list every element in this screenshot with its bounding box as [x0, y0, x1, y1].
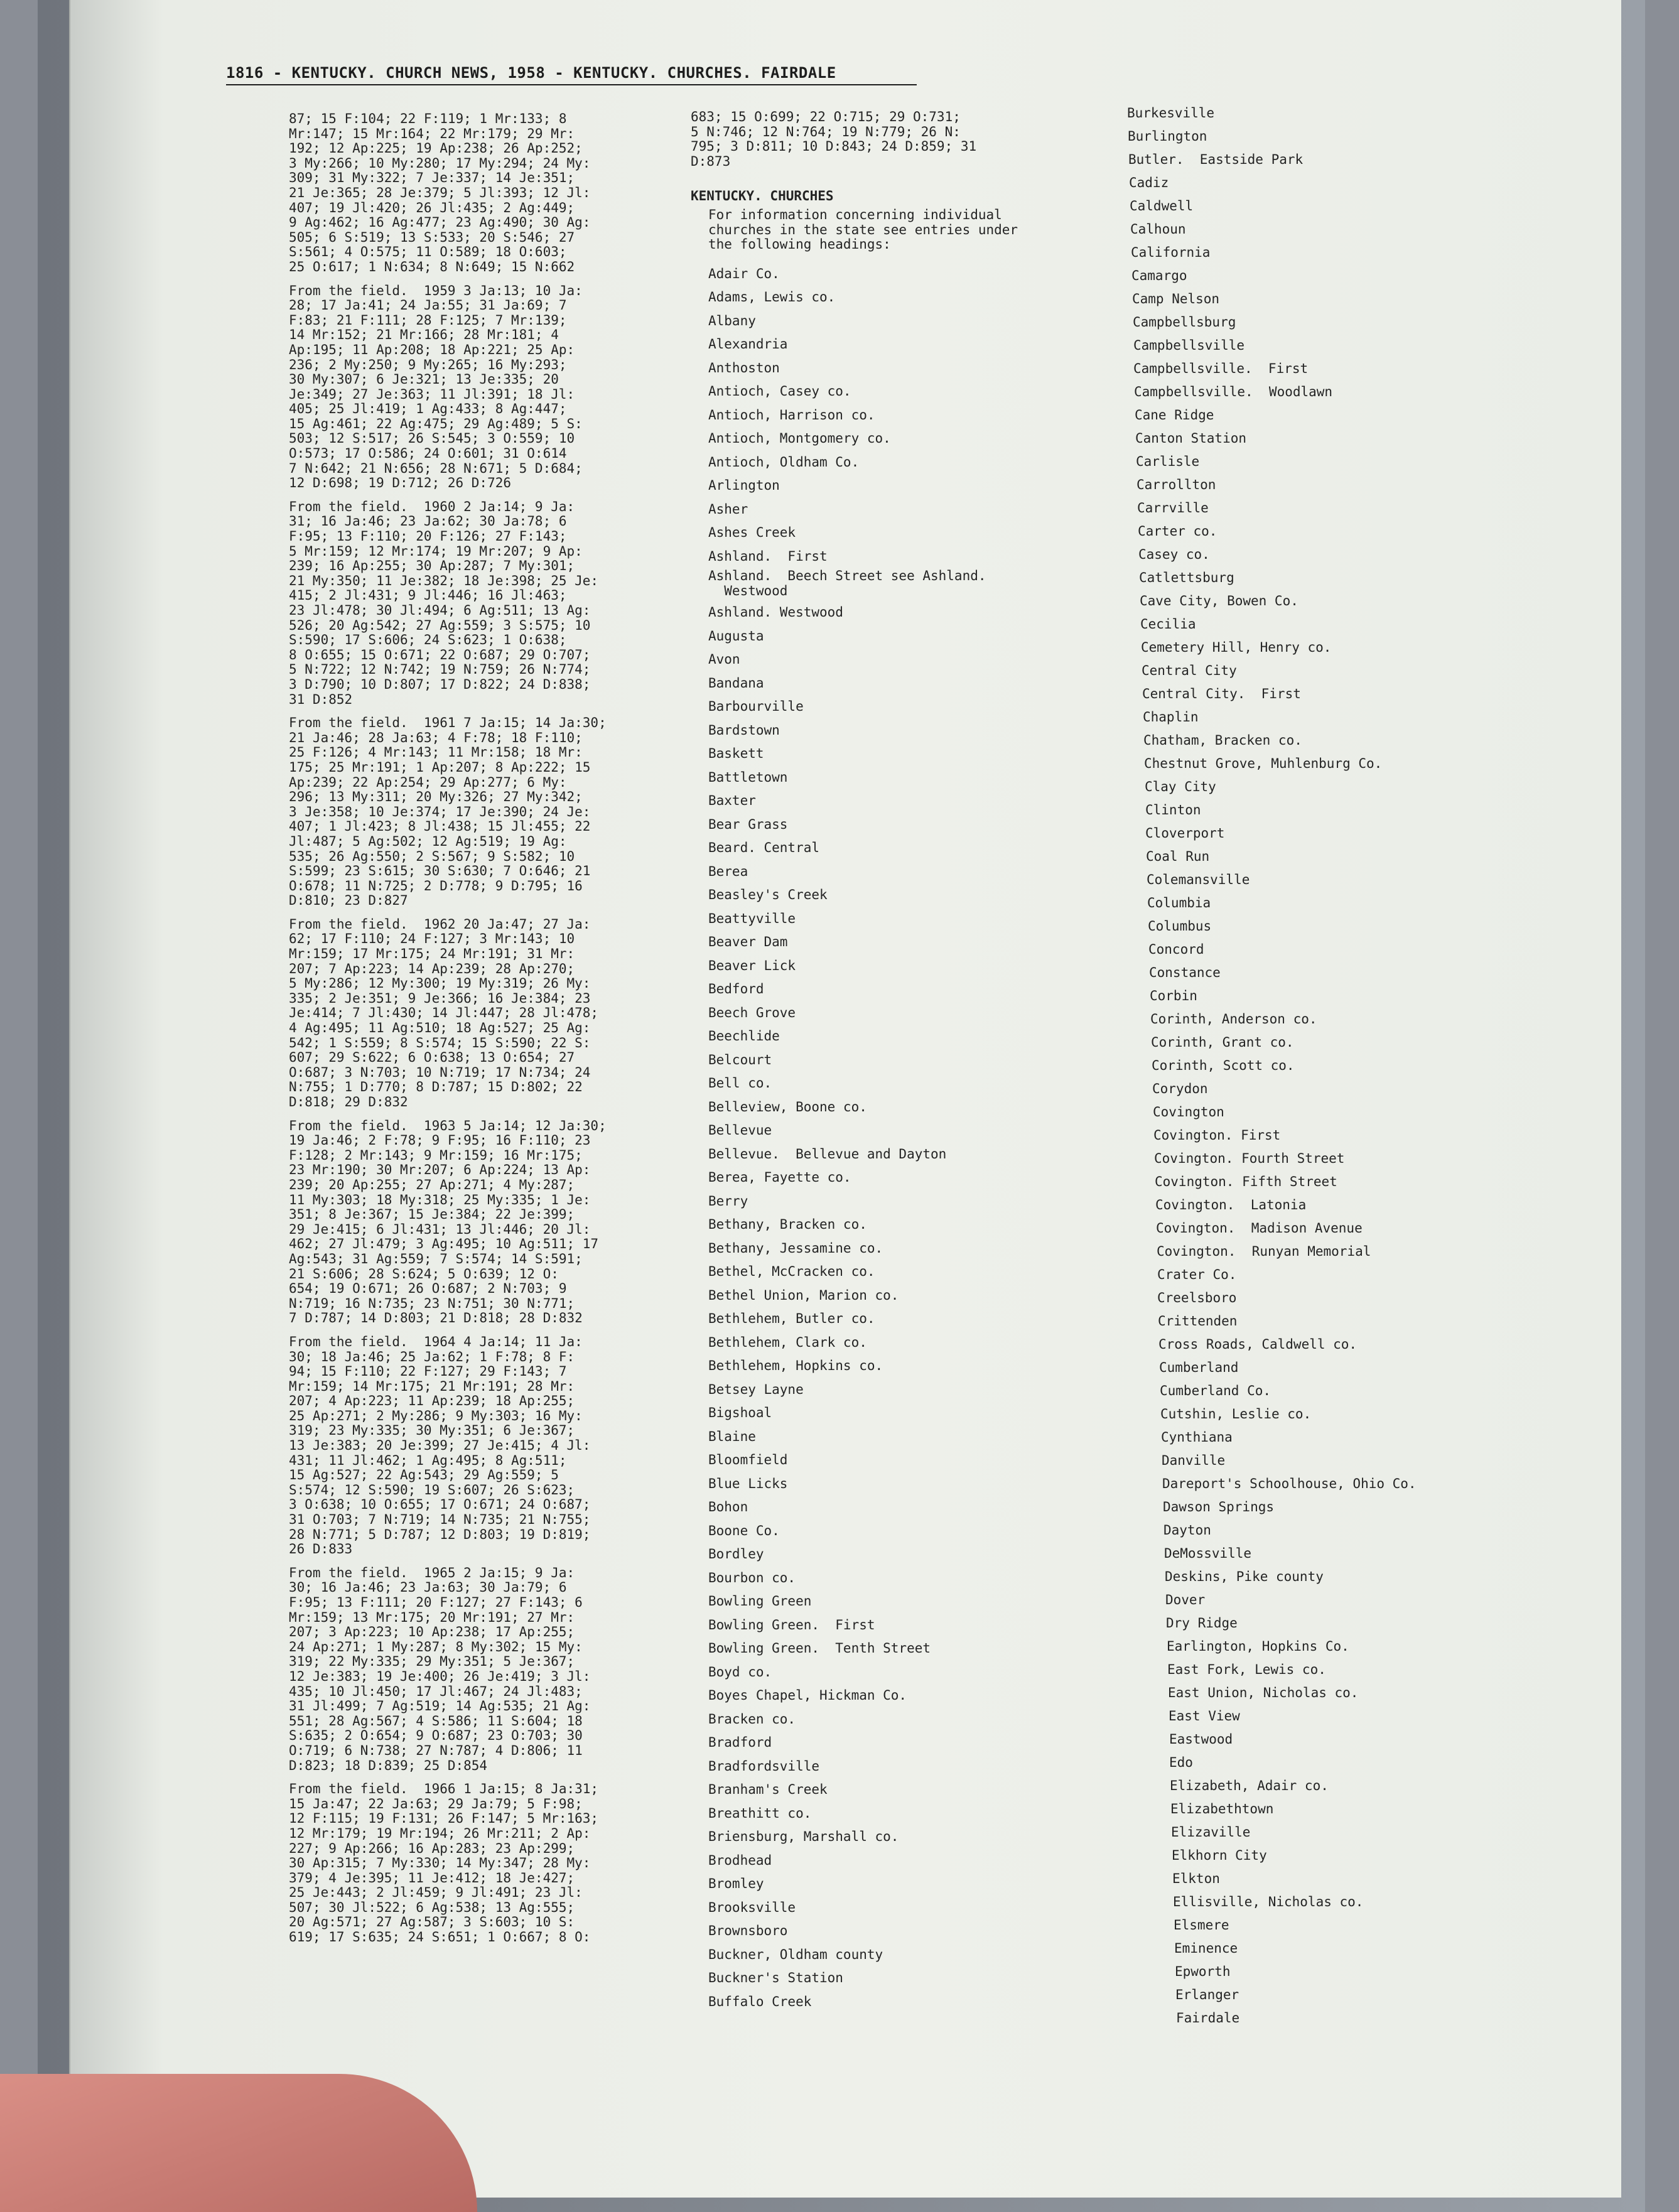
heading-entry: Central City. First: [1142, 686, 1301, 701]
heading-entry: Dareport's Schoolhouse, Ohio Co.: [1162, 1476, 1417, 1491]
heading-entry: Elizabeth, Adair co.: [1170, 1778, 1329, 1793]
heading-entry: Blue Licks: [708, 1476, 788, 1491]
heading-entry: Bellevue. Bellevue and Dayton: [708, 1146, 947, 1162]
heading-entry: Elizabethtown: [1170, 1801, 1274, 1816]
heading-entry: Beaver Dam: [708, 934, 788, 950]
heading-entry: Asher: [708, 501, 748, 517]
column-citations: [289, 112, 678, 1954]
heading-entry: Cumberland Co.: [1160, 1383, 1271, 1398]
heading-entry: Boone Co.: [708, 1523, 780, 1538]
heading-entry: Colemansville: [1147, 872, 1250, 887]
heading-entry: Campbellsburg: [1133, 315, 1236, 330]
heading-entry: Coal Run: [1146, 849, 1210, 864]
heading-entry: Bohon: [708, 1499, 748, 1515]
heading-entry: Columbus: [1148, 919, 1212, 934]
heading-entry: Bordley: [708, 1546, 764, 1562]
heading-entry: Cecilia: [1140, 617, 1196, 632]
heading-entry: Bradfordsville: [708, 1758, 820, 1774]
heading-entry: Eminence: [1174, 1941, 1238, 1956]
heading-entry: Carrollton: [1136, 477, 1216, 492]
heading-entry: Bowling Green. Tenth Street: [708, 1641, 931, 1656]
heading-entry: Calhoun: [1130, 222, 1186, 237]
heading-entry: Dayton: [1163, 1523, 1211, 1538]
heading-entry: Beasley's Creek: [708, 887, 828, 903]
heading-entry: Battletown: [708, 769, 788, 785]
heading-entry: Cross Roads, Caldwell co.: [1158, 1337, 1358, 1352]
heading-entry: Briensburg, Marshall co.: [708, 1829, 899, 1845]
heading-entry: Corinth, Grant co.: [1151, 1035, 1294, 1050]
cross-reference-note: For information concerning individual churches in the state see entries under the following headings:: [708, 207, 1018, 252]
heading-entry: Carrville: [1137, 500, 1209, 515]
heading-entry: Earlington, Hopkins Co.: [1167, 1639, 1349, 1654]
heading-entry: Ashland. First: [708, 548, 828, 564]
heading-entry: Bardstown: [708, 722, 780, 738]
heading-entry: Adair Co.: [708, 266, 780, 281]
heading-entry: Camargo: [1131, 268, 1187, 283]
heading-entry: Beard. Central: [708, 840, 820, 856]
heading-entry: Crittenden: [1158, 1314, 1238, 1329]
heading-entry: Bethlehem, Clark co.: [708, 1334, 867, 1350]
heading-entry: Corydon: [1152, 1081, 1208, 1096]
heading-entry: Campbellsville. First: [1133, 361, 1309, 376]
heading-entry: Campbellsville. Woodlawn: [1134, 384, 1333, 399]
heading-entry: Danville: [1162, 1453, 1226, 1468]
heading-entry: Breathitt co.: [708, 1805, 812, 1821]
heading-entry: Bigshoal: [708, 1405, 772, 1421]
heading-entry: Anthoston: [708, 360, 780, 375]
heading-entry: Bowling Green. First: [708, 1617, 875, 1632]
subject-heading: KENTUCKY. CHURCHES: [691, 188, 834, 204]
heading-entry: Bowling Green: [708, 1594, 812, 1609]
heading-entry: Buckner's Station: [708, 1970, 843, 1986]
citation-block: From the field. 1964 4 Ja:14; 11 Ja: 30; 18 Ja:46; 25 Ja:62; 1 F:78; 8 F: 94; 15 F:110; 22 F:127; 29 F:143; 7 Mr:159; 14 Mr:175; 21 Mr:191; 28 Mr: 207; 4 Ap:223; 11 Ap:239; 18 Ap:255; 25 Ap:271; 2 My:286; 9 My:303; 16 My: 319; 23 My:335; 30 My:351; 6 Je:367; 13 Je:383; 20 Je:399; 27 Je:415; 4 Jl: 431; 11 Jl:462; 1 Ag:495; 8 Ag:511; 15 Ag:527; 22 Ag:543; 29 Ag:559; 5 S:574; 12 S:590; 19 S:607; 26 S:623; 3 O:638; 10 O:655; 17 O:671; 24 O:687; 31 O:703; 7 N:719; 14 N:735; 21 N:755; 28 N:771; 5 D:787; 12 D:803; 19 D:819; 26 D:833: [289, 1334, 591, 1557]
heading-entry: Berry: [708, 1193, 748, 1209]
heading-entry: Covington. Fifth Street: [1155, 1174, 1337, 1189]
heading-entry: Buffalo Creek: [708, 1993, 812, 2009]
heading-entry: Beaver Lick: [708, 958, 796, 973]
heading-entry: Bell co.: [708, 1076, 772, 1091]
heading-entry: Cadiz: [1129, 175, 1169, 190]
heading-entry: Carlisle: [1136, 454, 1200, 469]
heading-entry: Fairdale: [1176, 2010, 1240, 2026]
heading-entry: Albany: [708, 313, 756, 328]
heading-list: [691, 262, 1080, 2014]
heading-entry: Antioch, Harrison co.: [708, 407, 875, 423]
heading-entry: Campbellsville: [1133, 338, 1245, 353]
heading-entry: Elkhorn City: [1172, 1848, 1267, 1863]
heading-entry: Elizaville: [1171, 1825, 1251, 1840]
heading-entry: Erlanger: [1175, 1987, 1239, 2002]
heading-entry: Beattyville: [708, 910, 796, 926]
citation-block: From the field. 1965 2 Ja:15; 9 Ja: 30; 16 Ja:46; 23 Ja:63; 30 Ja:79; 6 F:95; 13 F:111; 20 F:127; 27 F:143; 6 Mr:159; 13 Mr:175; 20 Mr:191; 27 Mr: 207; 3 Ap:223; 10 Ap:238; 17 Ap:255; 24 Ap:271; 1 My:287; 8 My:302; 15 My: 319; 22 My:335; 29 My:351; 5 Je:367; 12 Je:383; 19 Je:400; 26 Je:419; 3 Jl: 435; 10 Jl:450; 17 Jl:467; 24 Jl:483; 31 Jl:499; 7 Ag:519; 14 Ag:535; 21 Ag: 551; 28 Ag:567; 4 S:586; 11 S:604; 18 S:635; 2 O:654; 9 O:687; 23 O:703; 30 O:719; 6 N:738; 27 N:787; 4 D:806; 11 D:823; 18 D:839; 25 D:854: [289, 1565, 591, 1773]
heading-entry: Bloomfield: [708, 1452, 788, 1468]
heading-entry: Bromley: [708, 1876, 764, 1892]
heading-entry: Corinth, Scott co.: [1152, 1058, 1295, 1073]
heading-entry: Bethlehem, Hopkins co.: [708, 1358, 883, 1374]
heading-entry: Bethel Union, Marion co.: [708, 1287, 899, 1303]
heading-entry: Corbin: [1150, 988, 1197, 1003]
heading-entry: Creelsboro: [1157, 1290, 1237, 1305]
heading-entry: Covington. Latonia: [1155, 1197, 1307, 1212]
heading-entry: Elsmere: [1174, 1918, 1229, 1933]
heading-entry: Cynthiana: [1161, 1430, 1233, 1445]
heading-entry: Ashland. Westwood: [708, 605, 843, 620]
heading-entry: Ellisville, Nicholas co.: [1173, 1894, 1364, 1909]
heading-entry: Ashes Creek: [708, 525, 796, 541]
citation-block: From the field. 1961 7 Ja:15; 14 Ja:30; 21 Ja:46; 28 Ja:63; 4 F:78; 18 F:110; 25 F:126; 4 Mr:143; 11 Mr:158; 18 Mr: 175; 25 Mr:191; 1 Ap:207; 8 Ap:222; 15 Ap:239; 22 Ap:254; 29 Ap:277; 6 My: 296; 13 My:311; 20 My:326; 27 My:342; 3 Je:358; 10 Je:374; 17 Je:390; 24 Je: 407; 1 Jl:423; 8 Jl:438; 15 Jl:455; 22 Jl:487; 5 Ag:502; 12 Ag:519; 19 Ag: 535; 26 Ag:550; 2 S:567; 9 S:582; 10 S:599; 23 S:615; 30 S:630; 7 O:646; 21 O:678; 11 N:725; 2 D:778; 9 D:795; 16 D:810; 23 D:827: [289, 715, 607, 909]
heading-entry: Baskett: [708, 746, 764, 762]
heading-entry: Bethany, Jessamine co.: [708, 1240, 883, 1256]
heading-entry: Covington. First: [1153, 1128, 1281, 1143]
heading-entry: Eastwood: [1169, 1732, 1233, 1747]
heading-entry: Bourbon co.: [708, 1570, 796, 1585]
heading-entry: Antioch, Casey co.: [708, 384, 851, 399]
column-churches-a-b: [691, 110, 1080, 2014]
heading-entry: Adams, Lewis co.: [708, 289, 836, 305]
heading-entry: Brownsboro: [708, 1923, 788, 1939]
thumb: [0, 2074, 477, 2212]
column-churches-b-f: [1127, 102, 1529, 2030]
heading-entry: Clay City: [1145, 779, 1216, 794]
heading-entry: Boyd co.: [708, 1664, 772, 1680]
heading-entry: Covington: [1153, 1104, 1224, 1119]
heading-entry: Ashland. Beech Street see Ashland. Westwood: [708, 568, 986, 599]
heading-entry: Boyes Chapel, Hickman Co.: [708, 1688, 907, 1703]
heading-entry: Berea, Fayette co.: [708, 1170, 851, 1185]
heading-entry: East Fork, Lewis co.: [1167, 1662, 1326, 1677]
heading-entry: Camp Nelson: [1132, 291, 1220, 306]
heading-entry: Brodhead: [708, 1852, 772, 1868]
heading-entry: Baxter: [708, 793, 756, 809]
heading-entry: Covington. Runyan Memorial: [1157, 1244, 1371, 1259]
heading-entry: Arlington: [708, 478, 780, 494]
heading-entry: Bedford: [708, 981, 764, 997]
heading-entry: Brooksville: [708, 1899, 796, 1915]
heading-entry: Antioch, Oldham Co.: [708, 454, 860, 470]
heading-entry: Alexandria: [708, 337, 788, 352]
heading-list: [1127, 102, 1529, 2030]
heading-entry: Bethany, Bracken co.: [708, 1217, 867, 1233]
heading-entry: Catlettsburg: [1139, 570, 1234, 585]
heading-entry: Bellevue: [708, 1123, 772, 1138]
heading-entry: Dawson Springs: [1163, 1499, 1275, 1514]
heading-entry: California: [1131, 245, 1211, 260]
heading-entry: Chestnut Grove, Muhlenburg Co.: [1144, 756, 1383, 771]
heading-entry: Constance: [1149, 965, 1221, 980]
heading-entry: Berea: [708, 863, 748, 879]
heading-entry: Covington. Madison Avenue: [1156, 1221, 1363, 1236]
heading-entry: Clinton: [1145, 802, 1201, 817]
heading-entry: Buckner, Oldham county: [708, 1946, 883, 1962]
citation-block: From the field. 1959 3 Ja:13; 10 Ja: 28; 17 Ja:41; 24 Ja:55; 31 Ja:69; 7 F:83; 21 F:111; 28 F:125; 7 Mr:139; 14 Mr:152; 21 Mr:166; 28 Mr:181; 4 Ap:195; 11 Ap:208; 18 Ap:221; 25 Ap: 236; 2 My:250; 9 My:265; 16 My:293; 30 My:307; 6 Je:321; 13 Je:335; 20 Je:349; 27 Je:363; 11 Jl:391; 18 Jl: 405; 25 Jl:419; 1 Ag:433; 8 Ag:447; 15 Ag:461; 22 Ag:475; 29 Ag:489; 5 S: 503; 12 S:517; 26 S:545; 3 O:559; 10 O:573; 17 O:586; 24 O:601; 31 O:614 7 N:642; 21 N:656; 28 N:671; 5 D:684; 12 D:698; 19 D:712; 26 D:726: [289, 283, 583, 491]
heading-entry: Burkesville: [1127, 105, 1215, 121]
heading-entry: Belleview, Boone co.: [708, 1099, 867, 1114]
heading-entry: Corinth, Anderson co.: [1150, 1012, 1317, 1027]
heading-entry: Cane Ridge: [1135, 407, 1214, 423]
heading-entry: Antioch, Montgomery co.: [708, 431, 891, 446]
heading-entry: Butler. Eastside Park: [1128, 152, 1304, 167]
citation-block: From the field. 1963 5 Ja:14; 12 Ja:30; 19 Ja:46; 2 F:78; 9 F:95; 16 F:110; 23 F:128; 2 Mr:143; 9 Mr:159; 16 Mr:175; 23 Mr:190; 30 Mr:207; 6 Ap:224; 13 Ap: 239; 20 Ap:255; 27 Ap:271; 4 My:287; 11 My:303; 18 My:318; 25 My:335; 1 Je: 351; 8 Je:367; 15 Je:384; 22 Je:399; 29 Je:415; 6 Jl:431; 13 Jl:446; 20 Jl: 462; 27 Jl:479; 3 Ag:495; 10 Ag:511; 17 Ag:543; 31 Ag:559; 7 S:574; 14 S:591; 21 S:606; 28 S:624; 5 O:639; 12 O: 654; 19 O:671; 26 O:687; 2 N:703; 9 N:719; 16 N:735; 23 N:751; 30 N:771; 7 D:787; 14 D:803; 21 D:818; 28 D:832: [289, 1118, 607, 1326]
heading-entry: Betsey Layne: [708, 1381, 804, 1397]
heading-entry: Belcourt: [708, 1052, 772, 1067]
heading-entry: Blaine: [708, 1428, 756, 1444]
heading-entry: Epworth: [1175, 1964, 1231, 1979]
heading-entry: Cumberland: [1159, 1360, 1239, 1375]
citation-block: 87; 15 F:104; 22 F:119; 1 Mr:133; 8 Mr:147; 15 Mr:164; 22 Mr:179; 29 Mr: 192; 12 Ap:225; 19 Ap:238; 26 Ap:252; 3 My:266; 10 My:280; 17 My:294; 24 My: 309; 31 My:322; 7 Je:337; 14 Je:351; 21 Je:365; 28 Je:379; 5 Jl:393; 12 Jl: 407; 19 Jl:420; 26 Jl:435; 2 Ag:449; 9 Ag:462; 16 Ag:477; 23 Ag:490; 30 Ag: 505; 6 S:519; 13 S:533; 20 S:546; 27 S:561; 4 O:575; 11 O:589; 18 O:603; 25 O:617; 1 N:634; 8 N:649; 15 N:662: [289, 111, 591, 274]
heading-entry: Carter co.: [1138, 524, 1217, 539]
heading-entry: Beech Grove: [708, 1005, 796, 1020]
citation-block: From the field. 1962 20 Ja:47; 27 Ja: 62; 17 F:110; 24 F:127; 3 Mr:143; 10 Mr:159; 17 Mr:175; 24 Mr:191; 31 Mr: 207; 7 Ap:223; 14 Ap:239; 28 Ap:270; 5 My:286; 12 My:300; 19 My:319; 26 My: 335; 2 Je:351; 9 Je:366; 16 Je:384; 23 Je:414; 7 Jl:430; 14 Jl:447; 28 Jl:478; 4 Ag:495; 11 Ag:510; 18 Ag:527; 25 Ag: 542; 1 S:559; 8 S:574; 15 S:590; 22 S: 607; 29 S:622; 6 O:638; 13 O:654; 27 O:687; 3 N:703; 10 N:719; 17 N:734; 24 N:755; 1 D:770; 8 D:787; 15 D:802; 22 D:818; 29 D:832: [289, 916, 599, 1109]
heading-entry: Chatham, Bracken co.: [1143, 733, 1302, 748]
heading-entry: Augusta: [708, 628, 764, 644]
heading-entry: Covington. Fourth Street: [1154, 1151, 1345, 1166]
heading-entry: DeMossville: [1164, 1546, 1252, 1561]
heading-entry: Dover: [1165, 1592, 1206, 1607]
heading-entry: Branham's Creek: [708, 1782, 828, 1798]
heading-entry: Deskins, Pike county: [1165, 1569, 1324, 1584]
heading-entry: Columbia: [1147, 895, 1211, 910]
heading-entry: Cutshin, Leslie co.: [1160, 1406, 1312, 1422]
heading-entry: Cave City, Bowen Co.: [1140, 593, 1298, 608]
heading-entry: Crater Co.: [1157, 1267, 1237, 1282]
heading-entry: Canton Station: [1135, 431, 1247, 446]
heading-entry: Bethel, McCracken co.: [708, 1264, 875, 1280]
heading-entry: Bear Grass: [708, 816, 788, 832]
heading-entry: Central City: [1142, 663, 1237, 678]
heading-entry: Cemetery Hill, Henry co.: [1141, 640, 1332, 655]
heading-entry: Bradford: [708, 1735, 772, 1751]
heading-entry: East View: [1169, 1708, 1240, 1724]
heading-entry: Elkton: [1172, 1871, 1220, 1886]
heading-entry: Bandana: [708, 675, 764, 691]
heading-entry: Dry Ridge: [1166, 1616, 1238, 1631]
heading-entry: Beechlide: [708, 1028, 780, 1044]
citation-block: From the field. 1960 2 Ja:14; 9 Ja: 31; 16 Ja:46; 23 Ja:62; 30 Ja:78; 6 F:95; 13 F:110; 20 F:126; 27 F:143; 5 Mr:159; 12 Mr:174; 19 Mr:207; 9 Ap: 239; 16 Ap:255; 30 Ap:287; 7 My:301; 21 My:350; 11 Je:382; 18 Je:398; 25 Je: 415; 2 Jl:431; 9 Jl:446; 16 Jl:463; 23 Jl:478; 30 Jl:494; 6 Ag:511; 13 Ag: 526; 20 Ag:542; 27 Ag:559; 3 S:575; 10 S:590; 17 S:606; 24 S:623; 1 O:638; 8 O:655; 15 O:671; 22 O:687; 29 O:707; 5 N:722; 12 N:742; 19 N:759; 26 N:774; 3 D:790; 10 D:807; 17 D:822; 24 D:838; 31 D:852: [289, 499, 599, 707]
heading-entry: Casey co.: [1138, 547, 1210, 562]
citation-block: From the field. 1966 1 Ja:15; 8 Ja:31; 15 Ja:47; 22 Ja:63; 29 Ja:79; 5 F:98; 12 F:115; 19 F:131; 26 F:147; 5 Mr:163; 12 Mr:179; 19 Mr:194; 26 Mr:211; 2 Ap: 227; 9 Ap:266; 16 Ap:283; 23 Ap:299; 30 Ap:315; 7 My:330; 14 My:347; 28 My: 379; 4 Je:395; 11 Je:412; 18 Je:427; 25 Je:443; 2 Jl:459; 9 Jl:491; 23 Jl: 507; 30 Jl:522; 6 Ag:538; 13 Ag:555; 20 Ag:571; 27 Ag:587; 3 S:603; 10 S: 619; 17 S:635; 24 S:651; 1 O:667; 8 O:: [289, 1781, 599, 1945]
heading-entry: Cloverport: [1145, 826, 1225, 841]
heading-entry: Burlington: [1128, 129, 1207, 144]
heading-entry: Bracken co.: [708, 1711, 796, 1727]
heading-entry: Caldwell: [1130, 198, 1194, 213]
heading-entry: East Union, Nicholas co.: [1168, 1685, 1359, 1700]
heading-entry: Bethlehem, Butler co.: [708, 1311, 875, 1327]
heading-entry: Edo: [1169, 1755, 1193, 1770]
heading-entry: Avon: [708, 652, 740, 667]
running-header: 1816 - KENTUCKY. CHURCH NEWS, 1958 - KENTUCKY. CHURCHES. FAIRDALE: [226, 64, 917, 85]
citation-continuation: 683; 15 O:699; 22 O:715; 29 O:731; 5 N:746; 12 N:764; 19 N:779; 26 N: 795; 3 D:811; 10 D:843; 24 D:859; 31 D:873: [691, 109, 977, 169]
heading-entry: Barbourville: [708, 699, 804, 715]
heading-entry: Chaplin: [1143, 709, 1199, 725]
heading-entry: Concord: [1148, 942, 1204, 957]
